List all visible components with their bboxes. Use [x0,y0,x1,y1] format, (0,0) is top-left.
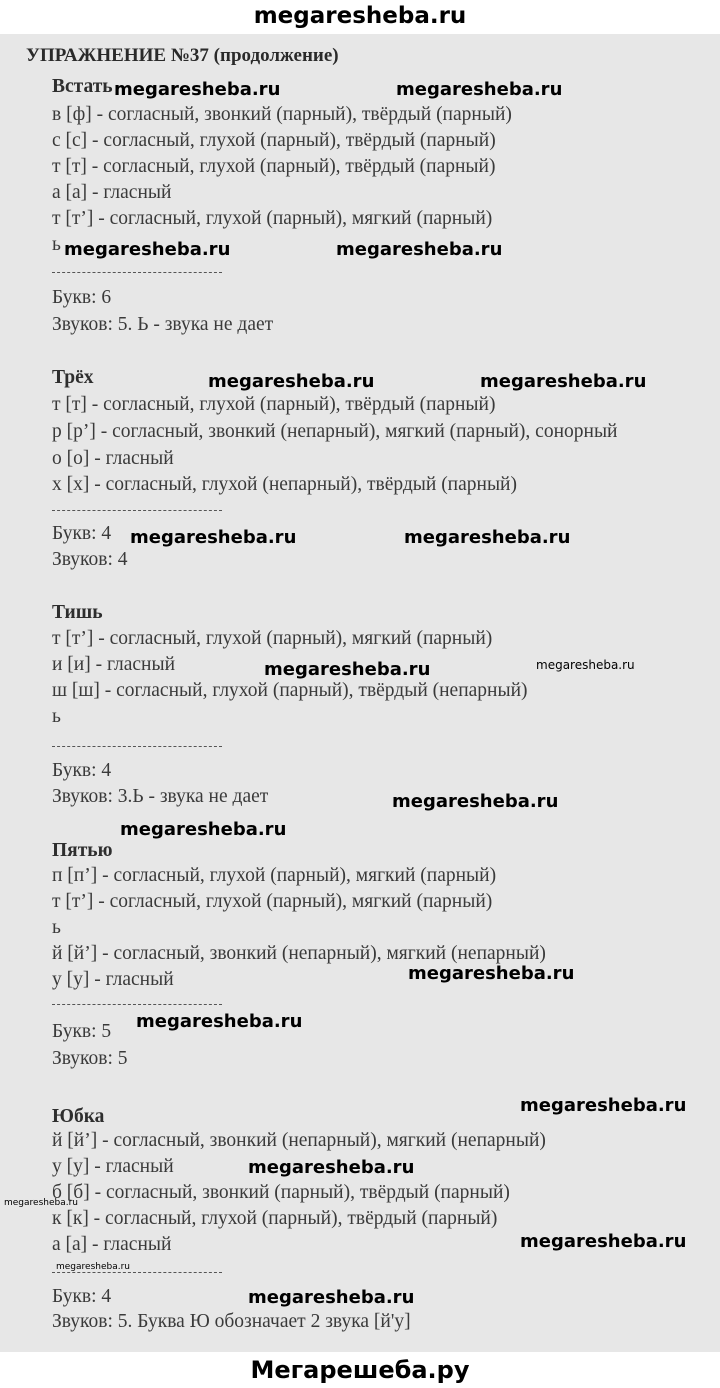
sound-line: и [и] - гласный [52,654,175,675]
watermark-text: megaresheba.ru [396,79,563,100]
word-heading: Встать [52,76,113,97]
letter-count: Букв: 6 [52,287,112,308]
sound-line: в [ф] - согласный, звонкий (парный), твёрдый (парный) [52,104,512,125]
divider-rule [52,510,222,511]
watermark-text: megaresheba.ru [130,527,297,548]
watermark-text: megaresheba.ru [248,1287,415,1308]
site-header-text: megaresheba.ru [253,3,467,29]
sound-line: б [б] - согласный, звонкий (парный), твёрдый (парный) [52,1182,510,1203]
divider-rule [52,272,222,273]
watermark-text: megaresheba.ru [264,659,431,680]
sound-line: у [у] - гласный [52,1156,174,1177]
word-heading: Юбка [52,1106,105,1127]
watermark-text: megaresheba.ru [208,371,375,392]
scanned-page [0,34,720,1352]
divider-rule [52,746,222,747]
sound-line: с [с] - согласный, глухой (парный), твёрдый (парный) [52,130,496,151]
sound-line: ь [52,917,61,938]
sound-count: Звуков: 5. Ь - звука не дает [52,314,274,335]
watermark-text: megaresheba.ru [136,1011,303,1032]
divider-rule [52,1272,222,1273]
sound-line: ь [52,706,61,727]
sound-line: а [а] - гласный [52,182,172,203]
sound-count: Звуков: 3.Ь - звука не дает [52,786,269,807]
sound-line: т [т’] - согласный, глухой (парный), мягкий (парный) [52,891,493,912]
sound-line: т [т] - согласный, глухой (парный), твёрдый (парный) [52,156,496,177]
exercise-title: УПРАЖНЕНИЕ №37 (продолжение) [26,45,339,66]
watermark-text: megaresheba.ru [114,79,281,100]
sound-line: о [о] - гласный [52,448,174,469]
sound-line: ш [ш] - согласный, глухой (парный), твёрдый (непарный) [52,680,528,701]
letter-count: Букв: 5 [52,1021,112,1042]
sound-line: й [й’] - согласный, звонкий (непарный), мягкий (непарный) [52,943,546,964]
watermark-text: megaresheba.ru [536,658,635,672]
divider-rule [52,1004,222,1005]
word-heading: Пятью [52,840,113,861]
site-footer-text: Мегарешеба.ру [250,1356,470,1384]
sound-line: к [к] - согласный, глухой (парный), твёрдый (парный) [52,1208,498,1229]
sound-line: п [п’] - согласный, глухой (парный), мягкий (парный) [52,865,497,886]
watermark-text: megaresheba.ru [520,1095,687,1116]
sound-count: Звуков: 4 [52,549,128,570]
watermark-text: megaresheba.ru [248,1157,415,1178]
sound-line: т [т’] - согласный, глухой (парный), мягкий (парный) [52,628,493,649]
watermark-text: megaresheba.ru [120,819,287,840]
site-footer [0,1352,720,1388]
watermark-text: megaresheba.ru [392,791,559,812]
sound-line: р [р’] - согласный, звонкий (непарный), мягкий (парный), сонорный [52,421,618,442]
sound-line: т [т] - согласный, глухой (парный), твёрдый (парный) [52,394,496,415]
watermark-text: megaresheba.ru [56,1262,130,1272]
word-heading: Трёх [52,367,94,388]
letter-count: Букв: 4 [52,523,112,544]
watermark-text: megaresheba.ru [4,1198,78,1208]
sound-count: Звуков: 5 [52,1048,128,1069]
sound-line: х [х] - согласный, глухой (непарный), твёрдый (парный) [52,474,517,495]
watermark-text: megaresheba.ru [520,1231,687,1252]
letter-count: Букв: 4 [52,760,112,781]
watermark-text: megaresheba.ru [480,371,647,392]
sound-line: й [й’] - согласный, звонкий (непарный), мягкий (непарный) [52,1130,546,1151]
watermark-text: megaresheba.ru [64,239,231,260]
letter-count: Букв: 4 [52,1286,112,1307]
sound-line: а [а] - гласный [52,1234,172,1255]
watermark-text: megaresheba.ru [336,239,503,260]
watermark-text: megaresheba.ru [404,527,571,548]
site-header [0,0,720,34]
watermark-text: megaresheba.ru [408,963,575,984]
sound-line: ь [52,234,61,255]
sound-line: у [у] - гласный [52,969,174,990]
sound-line: т [т’] - согласный, глухой (парный), мягкий (парный) [52,208,493,229]
sound-count: Звуков: 5. Буква Ю обозначает 2 звука [й'у] [52,1311,411,1332]
word-heading: Тишь [52,602,103,623]
